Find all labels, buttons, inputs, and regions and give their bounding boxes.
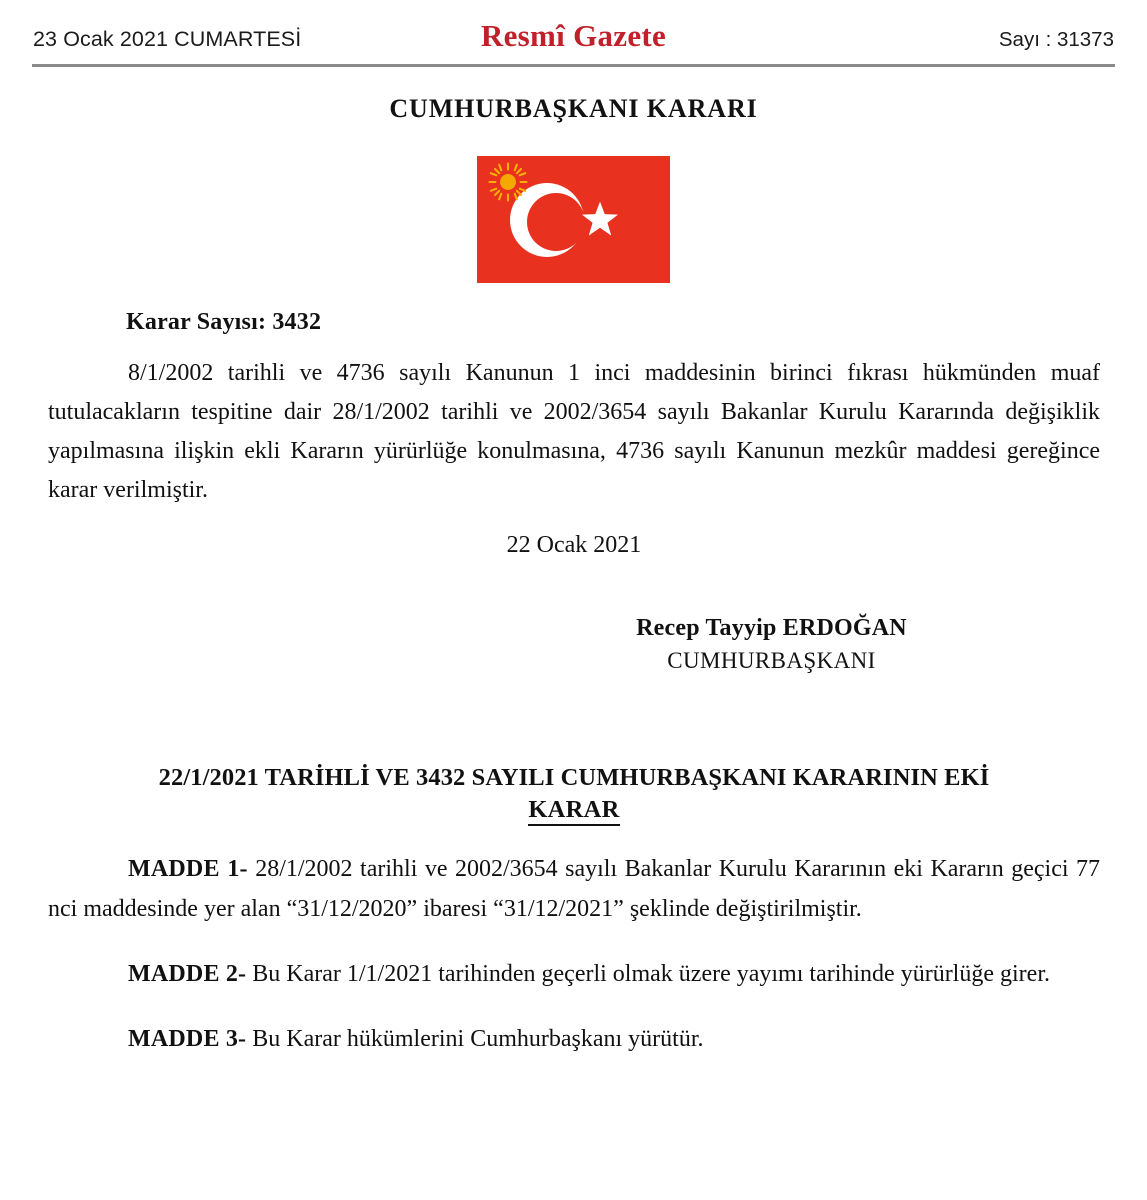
signatory-role: CUMHURBAŞKANI [667, 648, 876, 674]
gazette-date: 23 Ocak 2021 CUMARTESİ [33, 27, 302, 51]
gazette-title: Resmî Gazete [480, 18, 667, 53]
gazette-issue-number: Sayı : 31373 [998, 28, 1114, 51]
masthead [0, 0, 1147, 62]
annex-heading [48, 764, 1100, 824]
annex-heading-line-1: 22/1/2021 TARİHLİ VE 3432 SAYILI CUMHURBAŞKANI KARARININ EKİ [158, 764, 990, 792]
star-icon [580, 200, 620, 240]
article-1-text: 28/1/2002 tarihli ve 2002/3654 sayılı Bakanlar Kurulu Kararının eki Kararın geçici 77 nci maddesinde yer alan “31/12/2020” ibaresi “31/12/2021” şeklinde değiştirilmiştir. [48, 856, 1100, 922]
article-2 [48, 955, 1100, 994]
signature-block [48, 615, 1100, 674]
signatory-name: Recep Tayyip ERDOĞAN [636, 615, 907, 642]
article-3-label: MADDE 3- [128, 1025, 247, 1052]
emblem-container [0, 156, 1147, 283]
decision-number: Karar Sayısı: 3432 [126, 309, 322, 335]
annex-heading-underlined-word: KARAR [528, 796, 619, 826]
annex-heading-line-2 [48, 796, 1100, 824]
article-1-label: MADDE 1- [128, 856, 248, 883]
crescent-inner-circle [527, 193, 585, 251]
article-3 [48, 1020, 1100, 1059]
sun-icon [487, 161, 529, 203]
masthead-divider [32, 64, 1115, 67]
preamble-paragraph: 8/1/2002 tarihli ve 4736 sayılı Kanunun 1 inci maddesinin birinci fıkrası hükmünden muaf tutulacakların tespitine dair 28/1/2002 tarihli ve 2002/3654 sayılı Bakanlar Kurulu Kararında değişiklik yapılmasına ilişkin ekli Kararın yürürlüğe konulmasına, 4736 sayılı Kanunun mezkûr maddesi gereğince karar verilmiştir. [48, 360, 1100, 504]
document-body [0, 309, 1147, 1059]
article-2-text: Bu Karar 1/1/2021 tarihinden geçerli olmak üzere yayımı tarihinde yürürlüğe girer. [246, 960, 1050, 987]
article-2-label: MADDE 2- [128, 960, 247, 987]
article-1 [48, 850, 1100, 928]
page-title: CUMHURBAŞKANI KARARI [389, 94, 758, 123]
article-3-text: Bu Karar hükümlerini Cumhurbaşkanı yürütür. [246, 1025, 704, 1052]
decision-date: 22 Ocak 2021 [506, 532, 642, 559]
turkish-flag-icon [477, 156, 670, 283]
